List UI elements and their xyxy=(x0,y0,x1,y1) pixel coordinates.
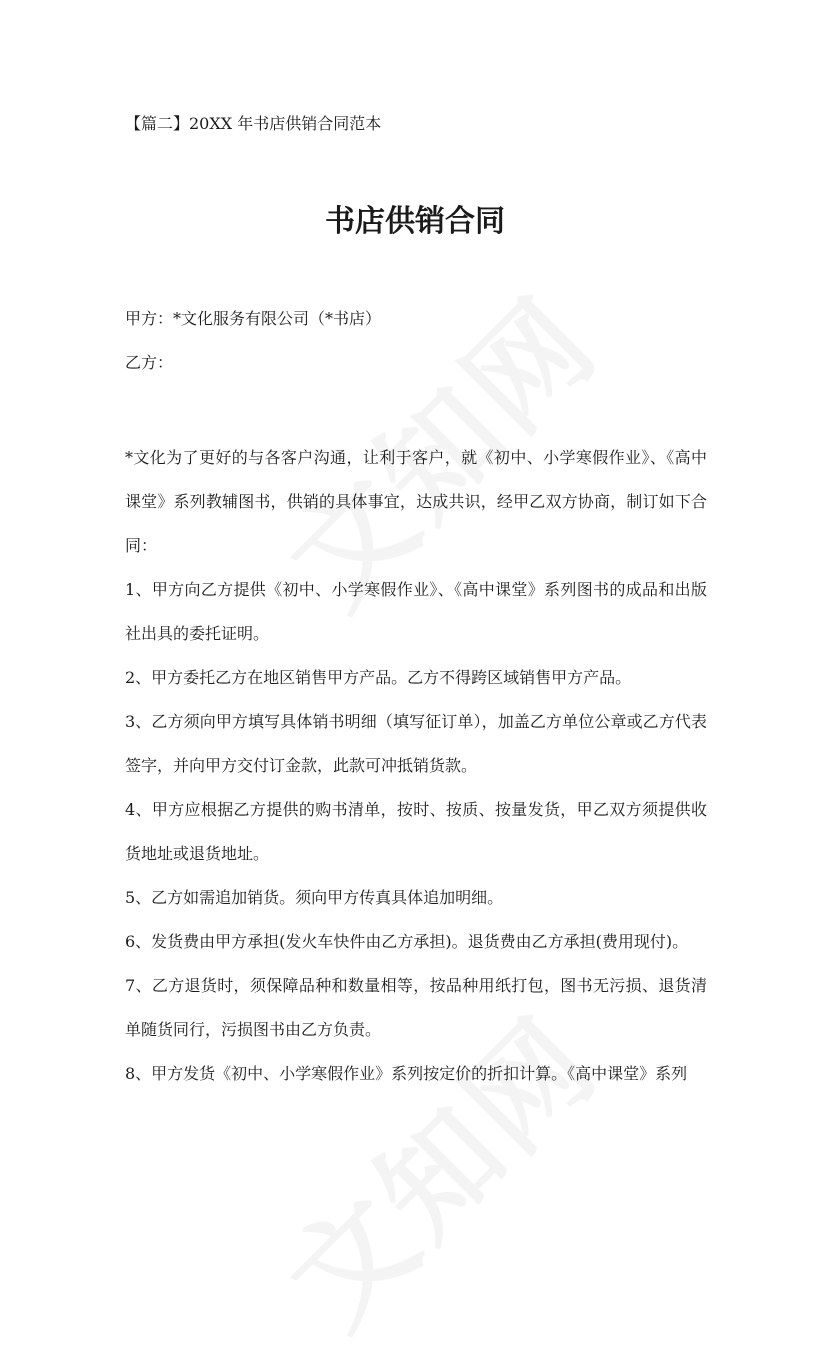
party-a-line: 甲方：*文化服务有限公司（*书店） xyxy=(125,309,382,328)
paragraph-clause-1: 1、甲方向乙方提供《初中、小学寒假作业》、《高中课堂》系列图书的成品和出版社出具的委托证明。 xyxy=(125,580,707,643)
document-title: 书店供销合同 xyxy=(325,204,505,239)
paragraph-clause-3: 3、乙方须向甲方填写具体销书明细（填写征订单），加盖乙方单位公章或乙方代表签字，并向甲方交付订金款，此款可冲抵销货款。 xyxy=(125,712,707,775)
party-b-line: 乙方： xyxy=(125,353,174,372)
contract-body xyxy=(125,436,707,1096)
paragraph-clause-6: 6、发货费由甲方承担(发火车快件由乙方承担)。退货费由乙方承担(费用现付)。 xyxy=(125,932,689,951)
paragraph-clause-7: 7、乙方退货时，须保障品种和数量相等，按品种用纸打包，图书无污损、退货清单随货同行，污损图书由乙方负责。 xyxy=(125,976,707,1039)
paragraph-clause-4: 4、甲方应根据乙方提供的购书清单，按时、按质、按量发货，甲乙双方须提供收货地址或退货地址。 xyxy=(125,800,707,863)
paragraph-intro: *文化为了更好的与各客户沟通，让利于客户，就《初中、小学寒假作业》、《高中课堂》系列教辅图书，供销的具体事宜，达成共识，经甲乙双方协商，制订如下合同： xyxy=(125,448,707,555)
section-heading: 【篇二】20XX 年书店供销合同范本 xyxy=(125,114,382,133)
paragraph-clause-5: 5、乙方如需追加销货。须向甲方传真具体追加明细。 xyxy=(125,888,504,907)
paragraph-clause-2: 2、甲方委托乙方在地区销售甲方产品。乙方不得跨区域销售甲方产品。 xyxy=(125,668,632,687)
paragraph-clause-8: 8、甲方发货《初中、小学寒假作业》系列按定价的折扣计算。《高中课堂》系列 xyxy=(125,1064,688,1083)
